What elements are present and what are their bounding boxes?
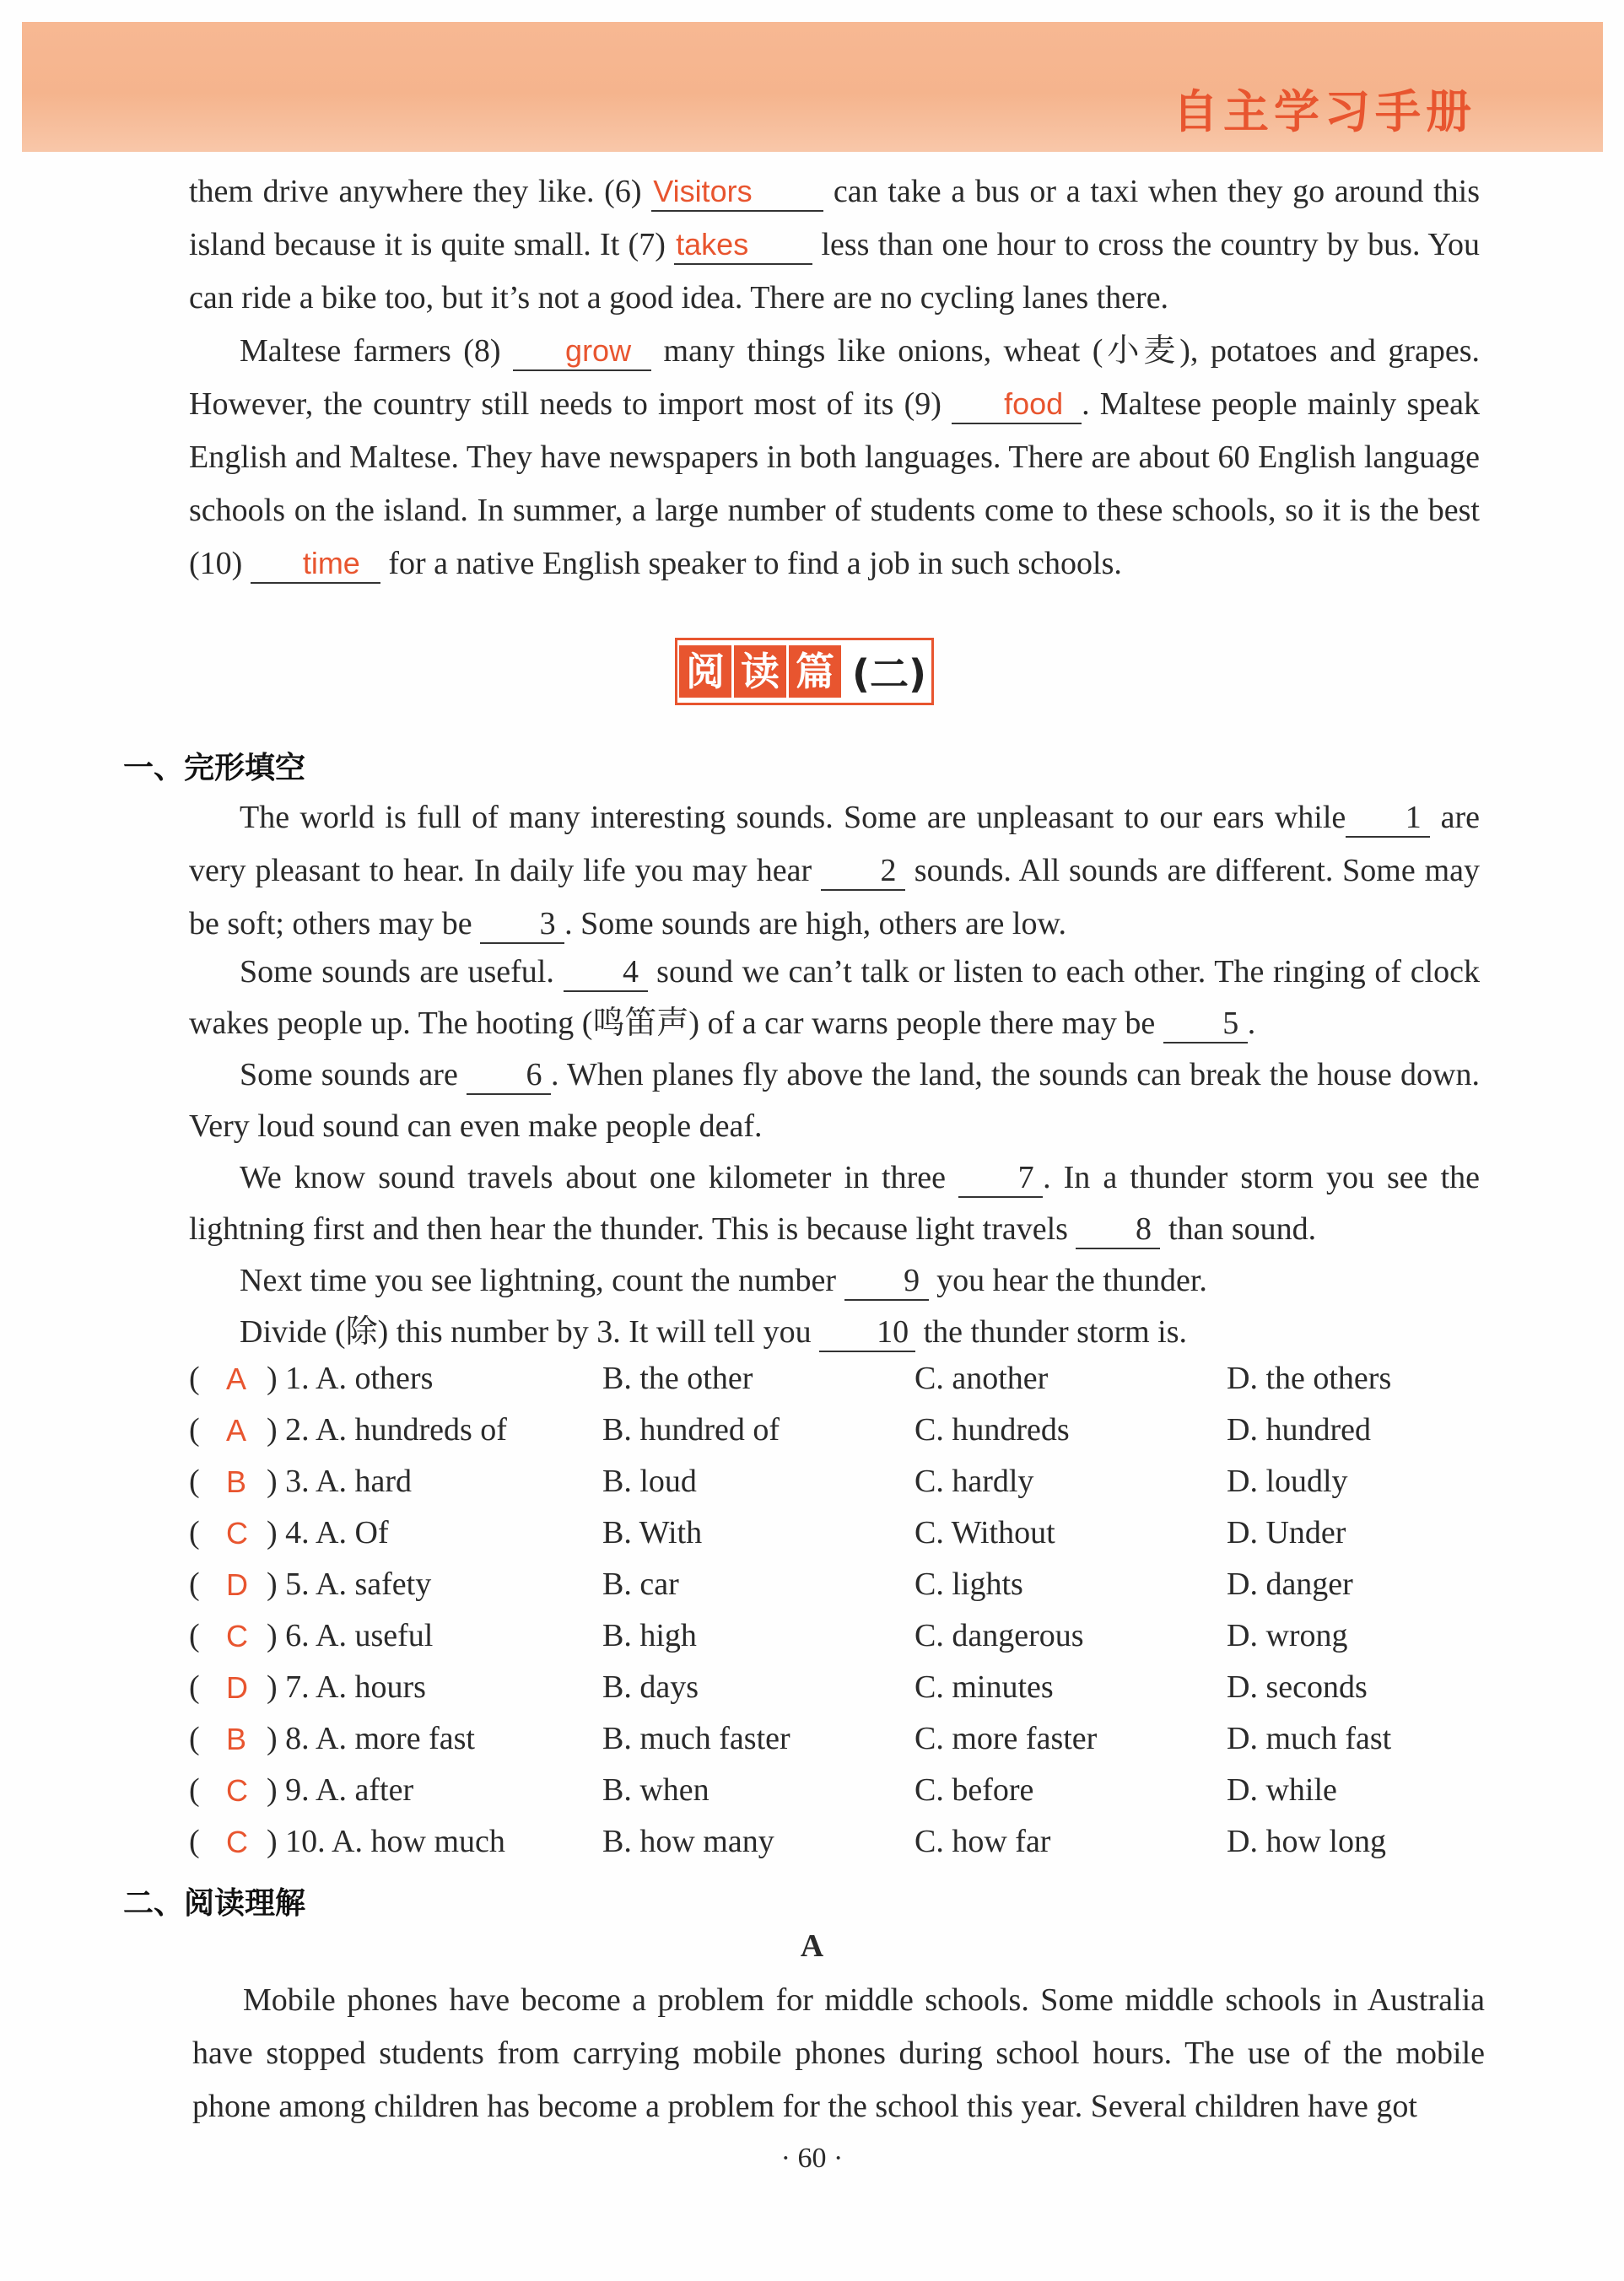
open-paren: ( [189, 1824, 200, 1859]
text: sound we can’t talk or listen to each other. The ringing of clock wakes people up. The hooting (鸣笛声) of a car warns people there may be [189, 954, 1481, 1041]
option-b: B. the other [602, 1361, 753, 1396]
text: . When planes fly above the land, the sounds can break the house down. Very loud sound can even make people deaf. [189, 1057, 1480, 1144]
option-c: C. hardly [915, 1464, 1034, 1499]
option-d: D. the others [1227, 1361, 1392, 1396]
text: than sound. [1160, 1211, 1317, 1247]
option-c: C. how far [915, 1824, 1051, 1859]
open-paren: ( [189, 1361, 200, 1396]
cloze-blank-2: 2 [821, 852, 905, 891]
header-band [22, 22, 1603, 152]
option-c: C. another [915, 1361, 1049, 1396]
option-a: ) 1. A. others [267, 1361, 434, 1396]
cloze-blank-5: 5 [1163, 1005, 1248, 1043]
option-d: D. while [1227, 1772, 1337, 1808]
question-row [189, 1720, 1505, 1769]
option-a: ) 3. A. hard [267, 1464, 413, 1499]
option-d: D. danger [1227, 1567, 1353, 1602]
text: . [1247, 1006, 1256, 1041]
text: Next time you see lightning, count the number [240, 1263, 844, 1298]
option-d: D. seconds [1227, 1669, 1368, 1705]
option-c: C. before [915, 1772, 1034, 1808]
cloze-paragraph-2 [189, 946, 1480, 1049]
passage-paragraph-2 [189, 325, 1480, 590]
text: less than one hour to cross the country by bus. You can ride a bike too, but it’s not a good idea. There are no cycling lanes there. [189, 227, 1480, 315]
option-a: ) 9. A. after [267, 1772, 414, 1808]
option-a: ) 10. A. how much [267, 1824, 505, 1859]
chosen-answer: D [226, 1567, 248, 1602]
question-row [189, 1617, 1505, 1666]
chosen-answer: C [226, 1619, 248, 1653]
section-title-char: 读 [734, 645, 786, 698]
passage-label-a: A [800, 1928, 824, 1964]
option-d: D. much fast [1227, 1721, 1392, 1756]
section-title-suffix: (二) [852, 651, 927, 697]
cloze-paragraph-1 [189, 791, 1480, 951]
open-paren: ( [189, 1412, 200, 1448]
text: . Some sounds are high, others are low. [564, 906, 1066, 941]
cloze-paragraph-4 [189, 1152, 1480, 1255]
page-number: · 60 · [780, 2143, 844, 2174]
option-a: ) 6. A. useful [267, 1618, 434, 1653]
chosen-answer: A [226, 1362, 247, 1396]
text: the thunder storm is. [915, 1314, 1187, 1350]
open-paren: ( [189, 1772, 200, 1808]
chosen-answer: C [226, 1825, 248, 1859]
question-row [189, 1463, 1505, 1512]
section-title-char: 阅 [679, 645, 731, 698]
option-b: B. how many [602, 1824, 774, 1859]
question-row [189, 1771, 1505, 1820]
option-c: C. lights [915, 1567, 1023, 1602]
reading-passage-a: Mobile phones have become a problem for middle schools. Some middle schools in Australia have stopped students from carrying mobile phones during school hours. The use of the mobile phone among children has become a problem for the school this year. Several children have got [192, 1982, 1485, 2124]
chosen-answer: B [226, 1722, 247, 1756]
text: Divide (除) this number by 3. It will tell you [240, 1314, 820, 1350]
section-title [675, 638, 934, 705]
chosen-answer: B [226, 1464, 247, 1499]
chosen-answer: C [226, 1773, 248, 1808]
passage-paragraph-1 [189, 165, 1480, 325]
open-paren: ( [189, 1567, 200, 1602]
text: The world is full of many interesting sounds. Some are unpleasant to our ears while [240, 800, 1346, 835]
cloze-paragraph-3 [189, 1049, 1480, 1152]
text: We know sound travels about one kilometer in three [240, 1160, 959, 1195]
answer-blank-10: time [251, 545, 380, 584]
question-row [189, 1411, 1505, 1460]
option-b: B. when [602, 1772, 709, 1808]
cloze-blank-10: 10 [819, 1313, 915, 1352]
text: Some sounds are [240, 1057, 467, 1092]
option-c: C. more faster [915, 1721, 1098, 1756]
question-row [189, 1566, 1505, 1615]
open-paren: ( [189, 1515, 200, 1550]
text: many things like onions, wheat (小麦), potatoes and grapes. However, the country still needs to import most of its (9) [189, 333, 1481, 422]
option-b: B. high [602, 1618, 697, 1653]
option-a: ) 4. A. Of [267, 1515, 389, 1550]
option-b: B. hundred of [602, 1412, 780, 1448]
cloze-blank-9: 9 [844, 1262, 929, 1301]
option-c: C. minutes [915, 1669, 1054, 1705]
cloze-blank-1: 1 [1346, 799, 1430, 838]
text: . In a thunder storm you see the lightning first and then hear the thunder. This is because light travels [189, 1160, 1480, 1247]
answer-blank-7: takes [674, 226, 812, 265]
option-a: ) 5. A. safety [267, 1567, 432, 1602]
answer-blank-9: food [952, 386, 1082, 424]
option-d: D. hundred [1227, 1412, 1371, 1448]
option-b: B. loud [602, 1464, 697, 1499]
question-row [189, 1514, 1505, 1563]
question-row [189, 1823, 1505, 1872]
option-c: C. hundreds [915, 1412, 1070, 1448]
chosen-answer: A [226, 1413, 247, 1448]
cloze-blank-3: 3 [480, 905, 564, 944]
option-d: D. loudly [1227, 1464, 1348, 1499]
text: Some sounds are useful. [240, 954, 564, 990]
cloze-heading: 一、完形填空 [123, 751, 306, 785]
text: sounds. All sounds are different. Some may be soft; others may be [189, 853, 1481, 941]
option-b: B. days [602, 1669, 699, 1705]
cloze-blank-8: 8 [1076, 1211, 1160, 1249]
text: are very pleasant to hear. In daily life you may hear [189, 800, 1480, 888]
open-paren: ( [189, 1618, 200, 1653]
option-a: ) 8. A. more fast [267, 1721, 475, 1756]
question-row [189, 1360, 1505, 1409]
answer-blank-8: grow [513, 332, 651, 371]
option-d: D. Under [1227, 1515, 1346, 1550]
question-row [189, 1669, 1505, 1717]
open-paren: ( [189, 1669, 200, 1705]
chosen-answer: C [226, 1516, 248, 1550]
open-paren: ( [189, 1721, 200, 1756]
cloze-paragraph-5 [189, 1255, 1480, 1307]
option-b: B. car [602, 1567, 679, 1602]
chosen-answer: D [226, 1670, 248, 1705]
option-c: C. dangerous [915, 1618, 1084, 1653]
handbook-title: 自主学习手册 [1173, 85, 1476, 138]
option-d: D. wrong [1227, 1618, 1348, 1653]
text: Maltese farmers (8) [240, 333, 514, 369]
cloze-paragraph-6 [189, 1307, 1480, 1358]
section-title-char: 篇 [789, 645, 841, 698]
answer-blank-6: Visitors [651, 173, 823, 212]
option-b: B. much faster [602, 1721, 790, 1756]
text: them drive anywhere they like. (6) [189, 174, 652, 209]
cloze-blank-6: 6 [467, 1056, 551, 1095]
option-d: D. how long [1227, 1824, 1386, 1859]
text: can take a bus or a taxi when they go around this island because it is quite small. It (7) [189, 174, 1480, 262]
cloze-blank-4: 4 [564, 953, 648, 992]
reading-heading: 二、阅读理解 [123, 1886, 306, 1921]
text: . Maltese people mainly speak English and Maltese. They have newspapers in both languages. There are about 60 English language schools on the island. In summer, a large number of students come to these schools, so it is the best (10) [189, 386, 1480, 581]
open-paren: ( [189, 1464, 200, 1499]
option-a: ) 2. A. hundreds of [267, 1412, 507, 1448]
text: for a native English speaker to find a job in such schools. [380, 546, 1122, 581]
option-a: ) 7. A. hours [267, 1669, 426, 1705]
option-c: C. Without [915, 1515, 1055, 1550]
cloze-blank-7: 7 [958, 1159, 1043, 1198]
option-b: B. With [602, 1515, 703, 1550]
text: you hear the thunder. [928, 1263, 1207, 1298]
